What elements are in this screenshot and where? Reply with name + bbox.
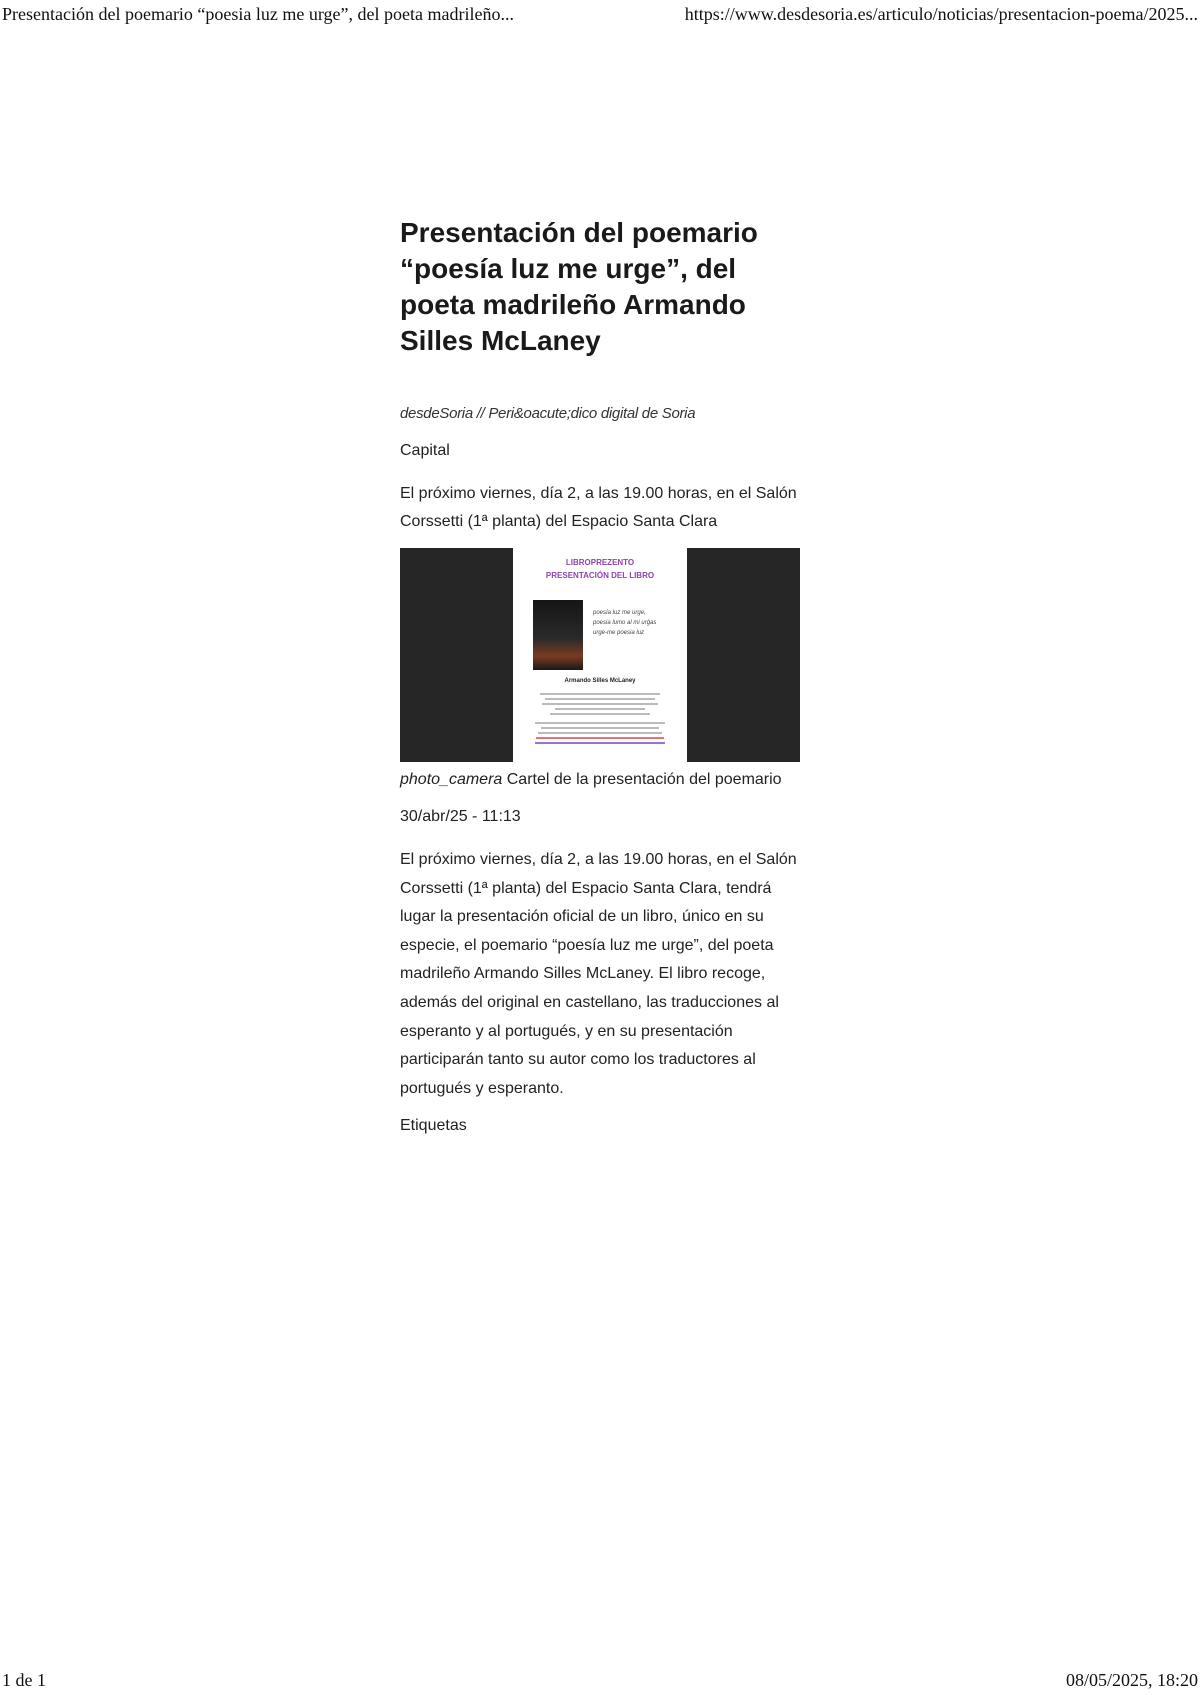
print-page-number: 1 de 1 [2, 1670, 46, 1690]
print-url: https://www.desdesoria.es/articulo/noticias/presentacion-poema/2025... [684, 4, 1198, 24]
poster-fine-print [533, 690, 667, 747]
article-section[interactable]: Capital [400, 442, 450, 459]
poster-poem-lines [593, 608, 683, 638]
article [400, 215, 800, 1135]
article-source: desdeSoria // Peri&oacute;dico digital de Soria [400, 405, 696, 422]
article-subtitle: El próximo viernes, día 2, a las 19.00 horas, en el Salón Corssetti (1ª planta) del Espacio Santa Clara [400, 485, 797, 530]
poster-poem-line: poesía luz me urge, [593, 610, 646, 616]
poster-heading-esperanto: LIBROPREZENTO [565, 558, 635, 567]
print-timestamp: 08/05/2025, 18:20 [1065, 1670, 1198, 1690]
print-page-title: Presentación del poemario “poesia luz me urge”, del poeta madrileño... [2, 4, 514, 24]
poster-poem-line: urge-me poesia luz [593, 630, 645, 636]
article-title: Presentación del poemario “poesía luz me urge”, del poeta madrileño Armando Silles McLaney [400, 217, 758, 356]
book-cover-image [533, 600, 583, 670]
poster-author: Armando Silles McLaney [564, 678, 636, 684]
poster-poem-line: poesia lumo al mi urĝas [593, 620, 657, 626]
photo-camera-icon: photo_camera [400, 771, 503, 788]
article-body: El próximo viernes, día 2, a las 19.00 horas, en el Salón Corssetti (1ª planta) del Espacio Santa Clara, tendrá lugar la presentación oficial de un libro, único en su especie, el poemario “poesía luz me urge”, del poeta madrileño Armando Silles McLaney. El libro recoge, además del original en castellano, las traducciones al esperanto y al portugués, y en su presentación participarán tanto su autor como los traductores al portugués y esperanto. [400, 851, 797, 1097]
print-footer [0, 1667, 1200, 1691]
article-date: 30/abr/25 - 11:13 [400, 808, 521, 825]
poster-heading-spanish: PRESENTACIÓN DEL LIBRO [545, 571, 655, 580]
print-header [0, 4, 1200, 28]
article-figure[interactable] [400, 548, 800, 762]
tags-label: Etiquetas [400, 1117, 467, 1135]
caption-text: Cartel de la presentación del poemario [506, 771, 782, 788]
poster-image [513, 548, 687, 762]
figure-caption [400, 766, 800, 794]
